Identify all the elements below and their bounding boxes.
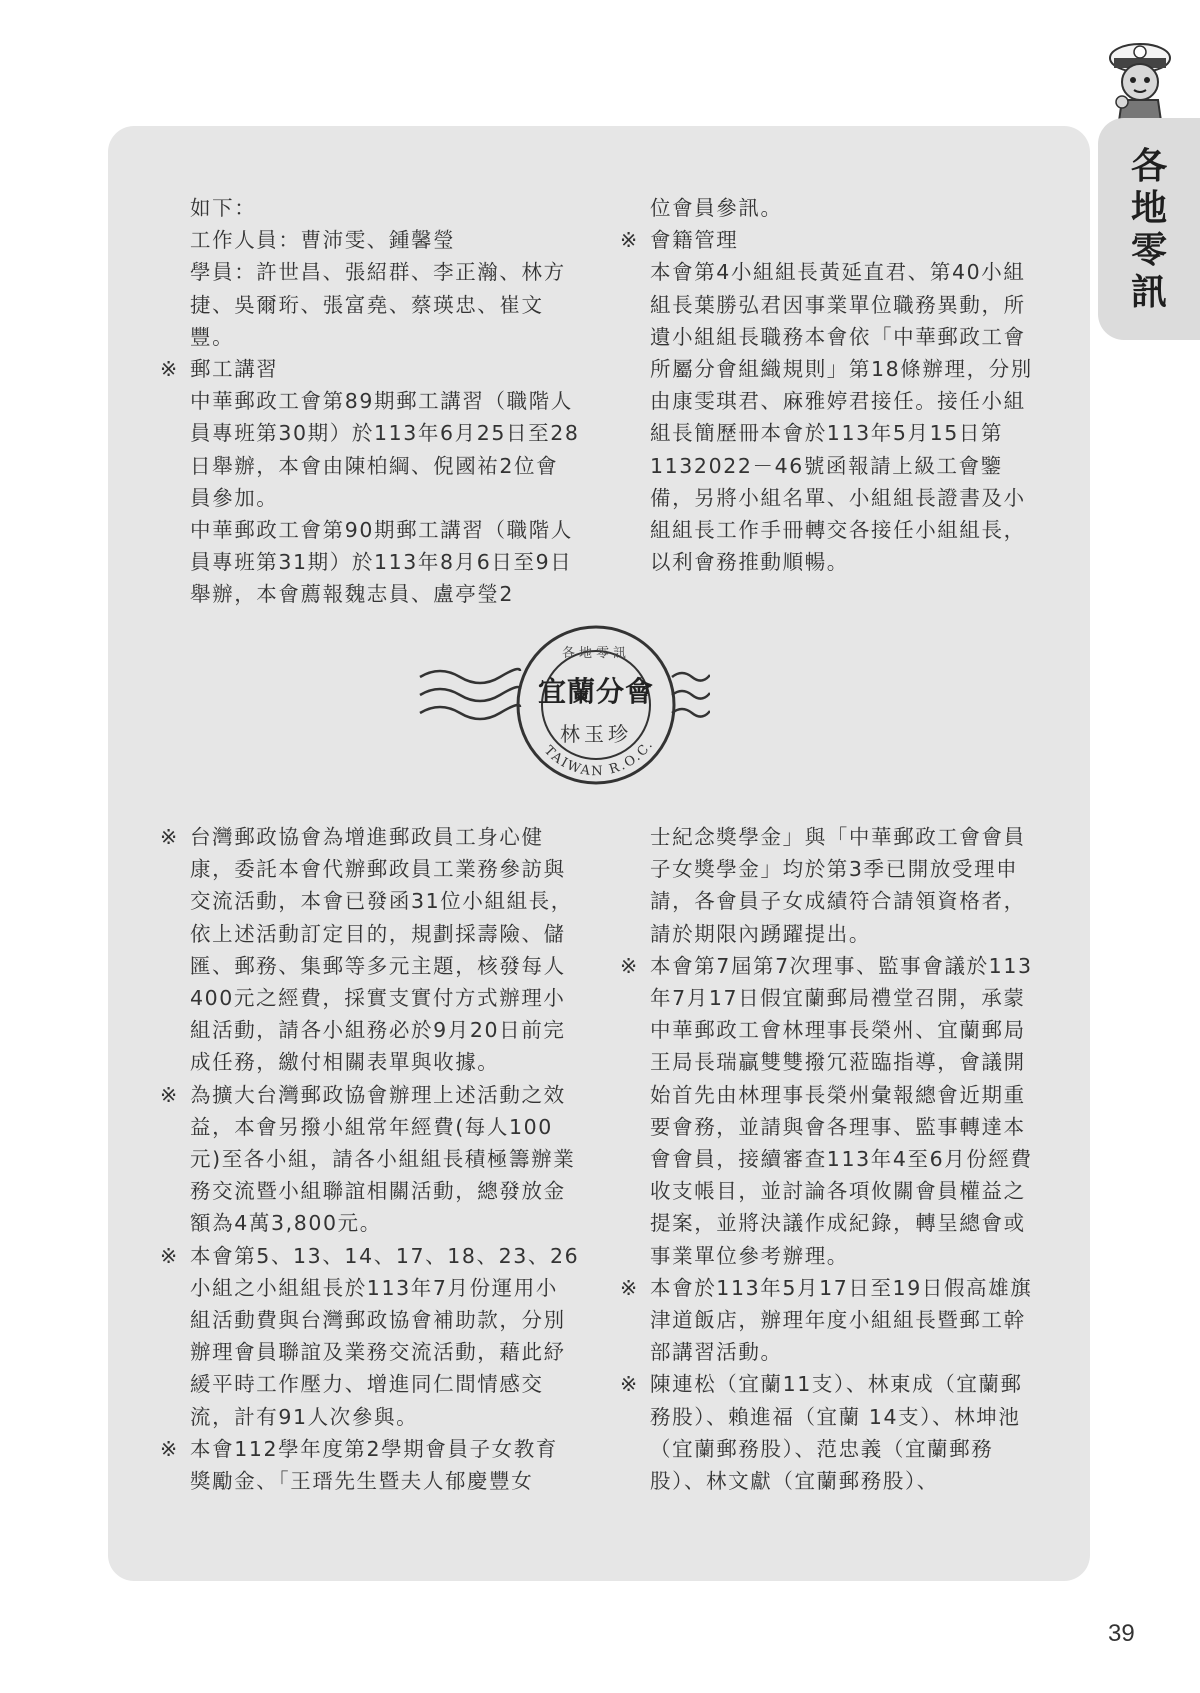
bullet-paragraph: ※ 為擴大台灣郵政協會辦理上述活動之效益，本會另撥小組常年經費(每人100元)至各小組，請各小組組長積極籌辦業務交流暨小組聯誼相關活動，總發放金額為4萬3,800元。	[160, 1079, 580, 1240]
stamp-title: 宜蘭分會	[537, 675, 654, 708]
tab-char-3: 零	[1130, 229, 1167, 271]
section-tab	[1098, 118, 1200, 340]
postman-mascot-icon	[1100, 36, 1180, 130]
tab-char-1: 各	[1130, 145, 1167, 187]
column-bottom-left	[160, 821, 580, 1497]
stamp-author: 林玉珍	[560, 722, 632, 746]
paragraph: 如下：	[190, 196, 257, 220]
paragraph: 士紀念獎學金」與「中華郵政工會會員子女獎學金」均於第3季已開放受理申請，各會員子女成績符合請領資格者，請於期限內踴躍提出。	[650, 825, 1026, 946]
paragraph: 中華郵政工會第90期郵工講習（職階人員專班第31期）於113年8月6日至9日舉辦，本會薦報魏志員、盧亭瑩2	[190, 518, 573, 607]
tab-char-4: 訊	[1130, 271, 1167, 313]
column-top-left	[160, 192, 580, 611]
stamp-bottom-text: TAIWAN R.O.C.	[540, 737, 657, 780]
paragraph: 本會第4小組組長黃延直君、第40小組組長葉勝弘君因事業單位職務異動，所遺小組組長職務本會依「中華郵政工會所屬分會組織規則」第18條辦理，分別由康雯琪君、麻雅婷君接任。接任小組組長簡歷冊本會於113年5月15日第1132022－46號函報請上級工會鑒備，另將小組名單、小組組長證書及小組組長工作手冊轉交各接任小組組長，以利會務推動順暢。	[650, 260, 1033, 575]
paragraph: 學員：許世昌、張紹群、李正瀚、林方捷、吳爾珩、張富堯、蔡瑛忠、崔文豐。	[190, 260, 566, 349]
column-top-right	[620, 192, 1040, 578]
paragraph: 工作人員：曹沛雯、鍾馨瑩	[190, 228, 456, 253]
tab-char-2: 地	[1130, 187, 1167, 229]
paragraph: 中華郵政工會第89期郵工講習（職階人員專班第30期）於113年6月25日至28日舉辦，本會由陳柏綱、倪國祐2位會員參加。	[190, 389, 580, 510]
bullet-paragraph: ※ 陳連松（宜蘭11支）、林東成（宜蘭郵務股）、賴進福（宜蘭 14支）、林坤池（宜蘭郵務股）、范忠義（宜蘭郵務股）、林文獻（宜蘭郵務股）、	[620, 1368, 1040, 1497]
bullet-paragraph: ※ 台灣郵政協會為增進郵政員工身心健康，委託本會代辦郵政員工業務參訪與交流活動，本會已發函31位小組組長，依上述活動訂定目的，規劃採壽險、儲匯、郵務、集郵等多元主題，核發每人400元之經費，採實支實付方式辦理小組活動，請各小組務必於9月20日前完成任務，繳付相關表單與收據。	[160, 821, 580, 1079]
column-bottom-right	[620, 821, 1040, 1497]
bullet-paragraph: ※ 本會第5、13、14、17、18、23、26小組之小組組長於113年7月份運用小組活動費與台灣郵政協會補助款，分別辦理會員聯誼及業務交流活動，藉此紓緩平時工作壓力、增進同仁間情感交流，計有91人次參與。	[160, 1240, 580, 1433]
bullet-paragraph: ※ 本會112學年度第2學期會員子女教育獎勵金、「王瑨先生暨夫人郁慶豐女	[160, 1433, 580, 1497]
page-number: 39	[1108, 1620, 1135, 1647]
stamp-top-text: 各地零訊	[561, 646, 630, 661]
bullet-paragraph: ※ 本會於113年5月17日至19日假高雄旗津道飯店，辦理年度小組組長暨郵工幹部講習活動。	[620, 1272, 1040, 1369]
bullet-paragraph: ※ 本會第7屆第7次理事、監事會議於113年7月17日假宜蘭郵局禮堂召開，承蒙中華郵政工會林理事長榮州、宜蘭郵局王局長瑞贏雙雙撥冗蒞臨指導，會議開始首先由林理事長榮州彙報總會近期重要會務，並請與會各理事、監事轉達本會會員，接續審查113年4至6月份經費收支帳目，並討論各項攸關會員權益之提案，並將決議作成紀錄，轉呈總會或事業單位參考辦理。	[620, 950, 1040, 1272]
bullet-paragraph: ※ 會籍管理	[620, 224, 1040, 256]
paragraph: 位會員參訊。	[650, 196, 783, 220]
bullet-paragraph: ※ 郵工講習	[160, 353, 580, 385]
